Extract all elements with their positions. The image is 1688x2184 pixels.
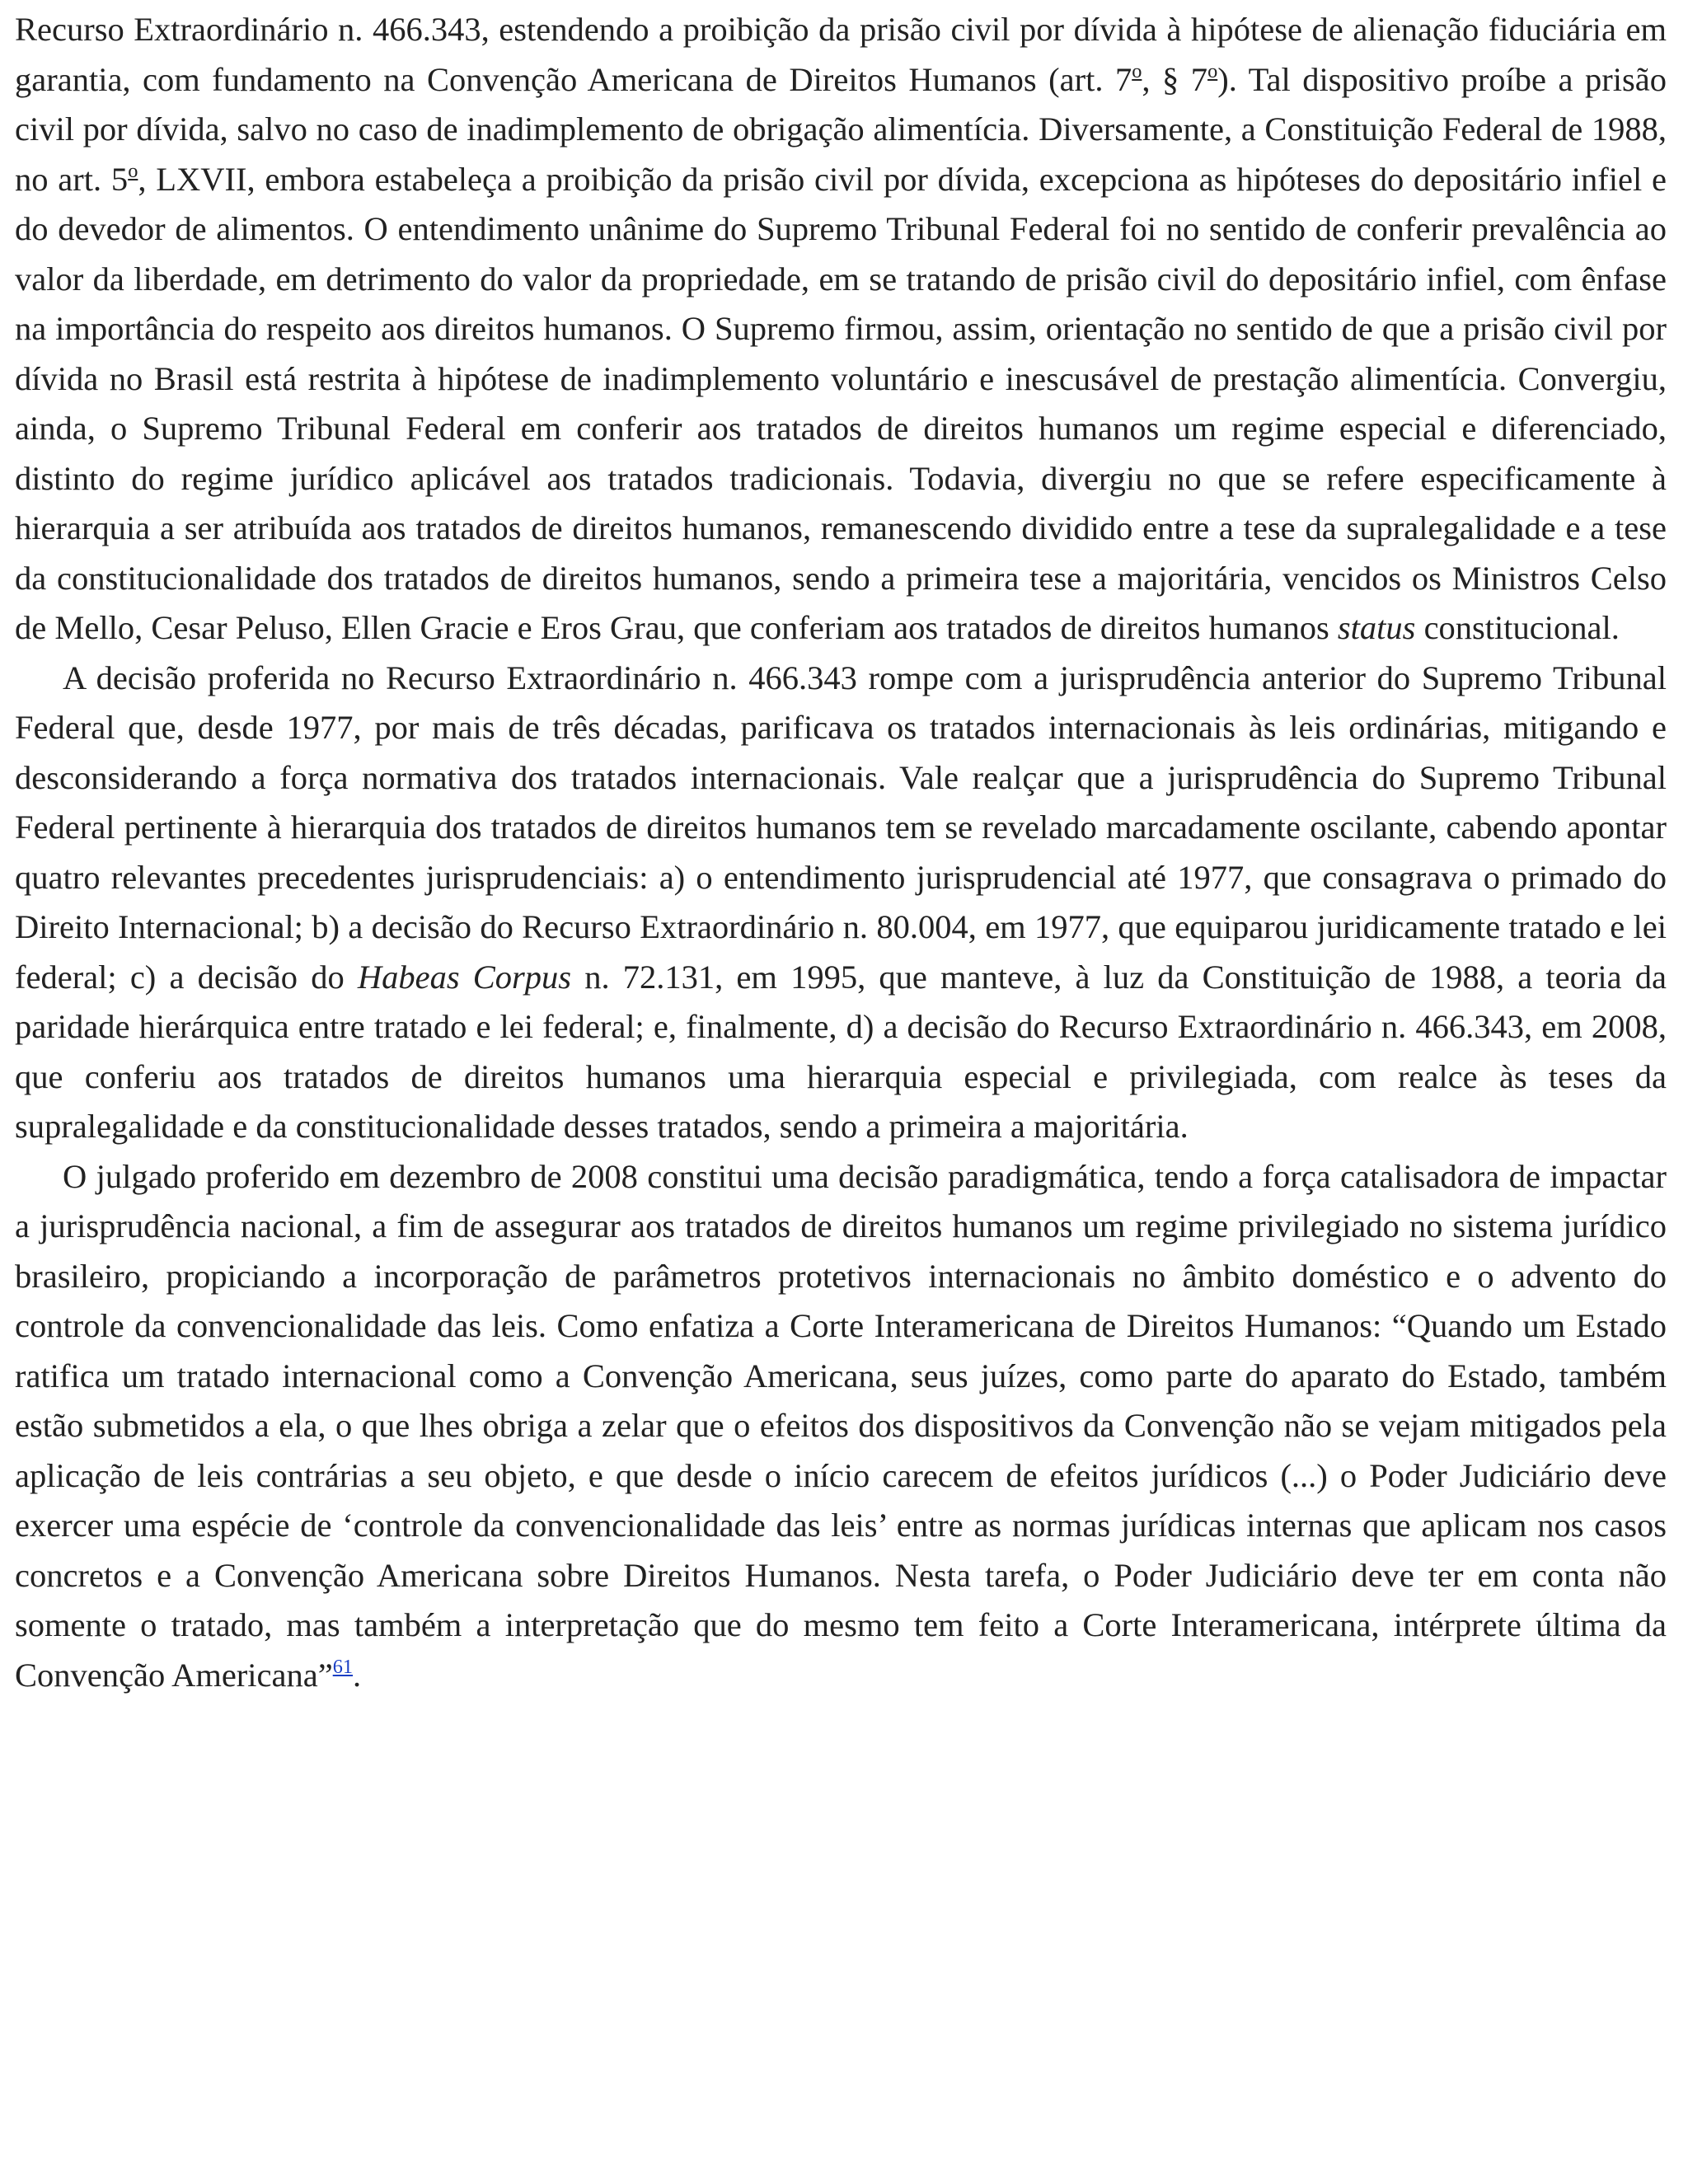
paragraph-1-text-b: , § 7	[1142, 60, 1208, 98]
paragraph-1-text-e: constitucional.	[1415, 609, 1620, 646]
paragraph-1-text-d: , LXVII, embora estabeleça a proibição da prisão civil por dívida, excepciona as hipóteses do depositário infiel e do devedor de alimentos. O entendimento unânime do Supremo Tribunal Federal foi no sentido de conferir prevalência ao valor da liberdade, em detrimento do valor da propriedade, em se tratando de prisão civil do depositário infiel, com ênfase na importância do respeito aos direitos humanos. O Supremo firmou, assim, orientação no sentido de que a prisão civil por dívida no Brasil está restrita à hipótese de inadimplemento voluntário e inescusável de prestação alimentícia. Convergiu, ainda, o Supremo Tribunal Federal em conferir aos tratados de direitos humanos um regime especial e diferenciado, distinto do regime jurídico aplicável aos tratados tradicionais. Todavia, divergiu no que se refere especificamente à hierarquia a ser atribuída aos tratados de direitos humanos, remanescendo dividido entre a tese da supralegalidade e a tese da constitucionalidade dos tratados de direitos humanos, sendo a primeira tese a majoritária, vencidos os Ministros Celso de Mello, Cesar Peluso, Ellen Gracie e Eros Grau, que conferiam aos tratados de direitos humanos	[15, 160, 1667, 646]
paragraph-3-text-a: O julgado proferido em dezembro de 2008 constitui uma decisão paradigmática, tendo a força catalisadora de impactar a jurisprudência nacional, a fim de assegurar aos tratados de direitos humanos um regime privilegiado no sistema jurídico brasileiro, propiciando a incorporação de parâmetros protetivos internacionais no âmbito doméstico e o advento do controle da convencionalidade das leis. Como enfatiza a Corte Interamericana de Direitos Humanos: “Quando um Estado ratifica um tratado internacional como a Convenção Americana, seus juízes, como parte do aparato do Estado, também estão submetidos a ela, o que lhes obriga a zelar que o efeitos dos dispositivos da Convenção não se vejam mitigados pela aplicação de leis contrárias a seu objeto, e que desde o início carecem de efeitos jurídicos (...) o Poder Judiciário deve exercer uma espécie de ‘controle da convencionalidade das leis’ entre as normas jurídicas internas que aplicam nos casos concretos e a Convenção Americana sobre Direitos Humanos. Nesta tarefa, o Poder Judiciário deve ter em conta não somente o tratado, mas também a interpretação que do mesmo tem feito a Corte Interamericana, intérprete última da Convenção Americana”	[15, 1157, 1667, 1694]
paragraph-1-text-a: Recurso Extraordinário n. 466.343, estendendo a proibição da prisão civil por dívida à hipótese de alienação fiduciária em garantia, com fundamento na Convenção Americana de Direitos Humanos (art. 7	[15, 11, 1667, 98]
document-page	[15, 5, 1667, 1700]
paragraph-2-text-a: A decisão proferida no Recurso Extraordinário n. 466.343 rompe com a jurisprudência anterior do Supremo Tribunal Federal que, desde 1977, por mais de três décadas, parificava os tratados internacionais às leis ordinárias, mitigando e desconsiderando a força normativa dos tratados internacionais. Vale realçar que a jurisprudência do Supremo Tribunal Federal pertinente à hierarquia dos tratados de direitos humanos tem se revelado marcadamente oscilante, cabendo apontar quatro relevantes precedentes jurisprudenciais: a) o entendimento jurisprudencial até 1977, que consagrava o primado do Direito Internacional; b) a decisão do Recurso Extraordinário n. 80.004, em 1977, que equiparou juridicamente tratado e lei federal; c) a decisão do	[15, 658, 1667, 996]
footnote-link[interactable]: 61	[332, 1655, 353, 1678]
italic-term-habeas-corpus: Habeas Corpus	[357, 958, 572, 996]
ordinal-superscript: o	[128, 159, 138, 182]
paragraph-3	[15, 1152, 1667, 1701]
ordinal-superscript: o	[1207, 59, 1218, 82]
paragraph-1-text-c: ). Tal dispositivo proíbe a prisão civil por dívida, salvo no caso de inadimplemento de obrigação alimentícia. Diversamente, a Constituição Federal de 1988, no art. 5	[15, 60, 1667, 198]
paragraph-3-text-b: .	[353, 1656, 362, 1694]
paragraph-2-text-b: n. 72.131, em 1995, que manteve, à luz da Constituição de 1988, a teoria da paridade hierárquica entre tratado e lei federal; e, finalmente, d) a decisão do Recurso Extraordinário n. 466.343, em 2008, que conferiu aos tratados de direitos humanos uma hierarquia especial e privilegiada, com realce às teses da supralegalidade e da constitucionalidade desses tratados, sendo a primeira a majoritária.	[15, 958, 1667, 1145]
ordinal-superscript: o	[1132, 59, 1142, 82]
paragraph-2	[15, 654, 1667, 1152]
paragraph-1	[15, 5, 1667, 654]
italic-term-status: status	[1337, 609, 1416, 646]
